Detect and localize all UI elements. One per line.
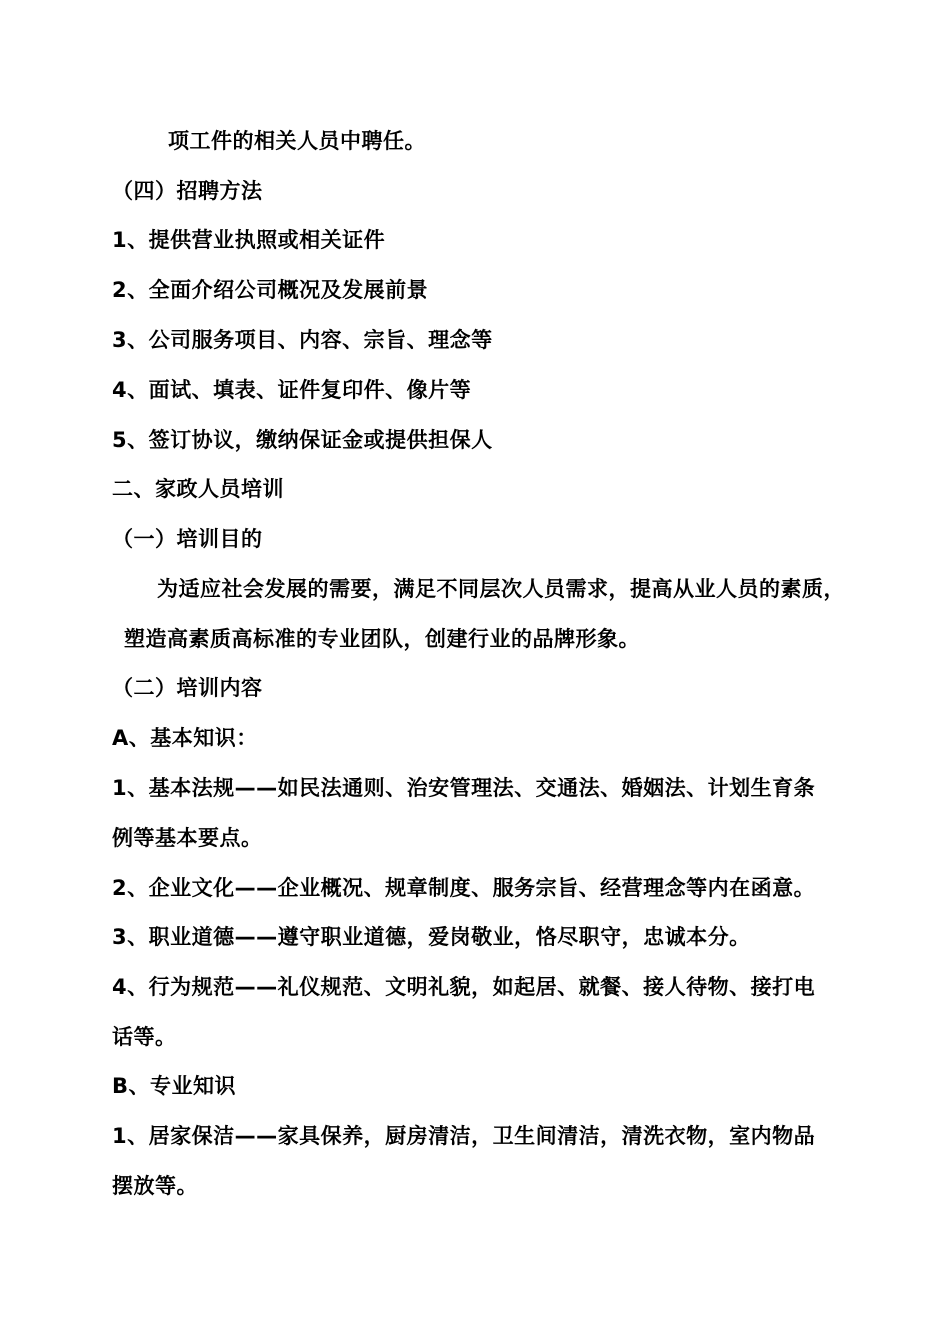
text-line-continuation: 项工件的相关人员中聘任。 [168,129,426,153]
list-item: 2、全面介绍公司概况及发展前景 [112,278,429,302]
list-item: 1、提供营业执照或相关证件 [112,228,386,252]
subsection-heading-professional-knowledge: B、专业知识 [112,1074,237,1098]
list-item: 2、企业文化——企业概况、规章制度、服务宗旨、经营理念等内在函意。 [112,876,816,900]
list-item: 3、公司服务项目、内容、宗旨、理念等 [112,328,493,352]
section-heading-training-content: （二）培训内容 [112,676,263,700]
paragraph-line: 塑造高素质高标准的专业团队，创建行业的品牌形象。 [124,627,640,651]
list-item: 1、基本法规——如民法通则、治安管理法、交通法、婚姻法、计划生育条 [112,776,816,800]
subsection-heading-basic-knowledge: A、基本知识： [112,726,258,750]
list-item: 1、居家保洁——家具保养，厨房清洁，卫生间清洁，清洗衣物，室内物品 [112,1124,816,1148]
list-item-continuation: 摆放等。 [112,1174,198,1198]
list-item: 5、签订协议，缴纳保证金或提供担保人 [112,428,493,452]
section-heading-recruit-method: （四）招聘方法 [112,179,263,203]
paragraph-line: 为适应社会发展的需要，满足不同层次人员需求，提高从业人员的素质， [157,577,845,601]
section-heading-training-purpose: （一）培训目的 [112,527,263,551]
chapter-heading-training: 二、家政人员培训 [112,477,284,501]
list-item-continuation: 话等。 [112,1025,177,1049]
list-item-continuation: 例等基本要点。 [112,826,263,850]
list-item: 4、行为规范——礼仪规范、文明礼貌，如起居、就餐、接人待物、接打电 [112,975,816,999]
list-item: 3、职业道德——遵守职业道德，爱岗敬业，恪尽职守，忠诚本分。 [112,925,751,949]
list-item: 4、面试、填表、证件复印件、像片等 [112,378,472,402]
